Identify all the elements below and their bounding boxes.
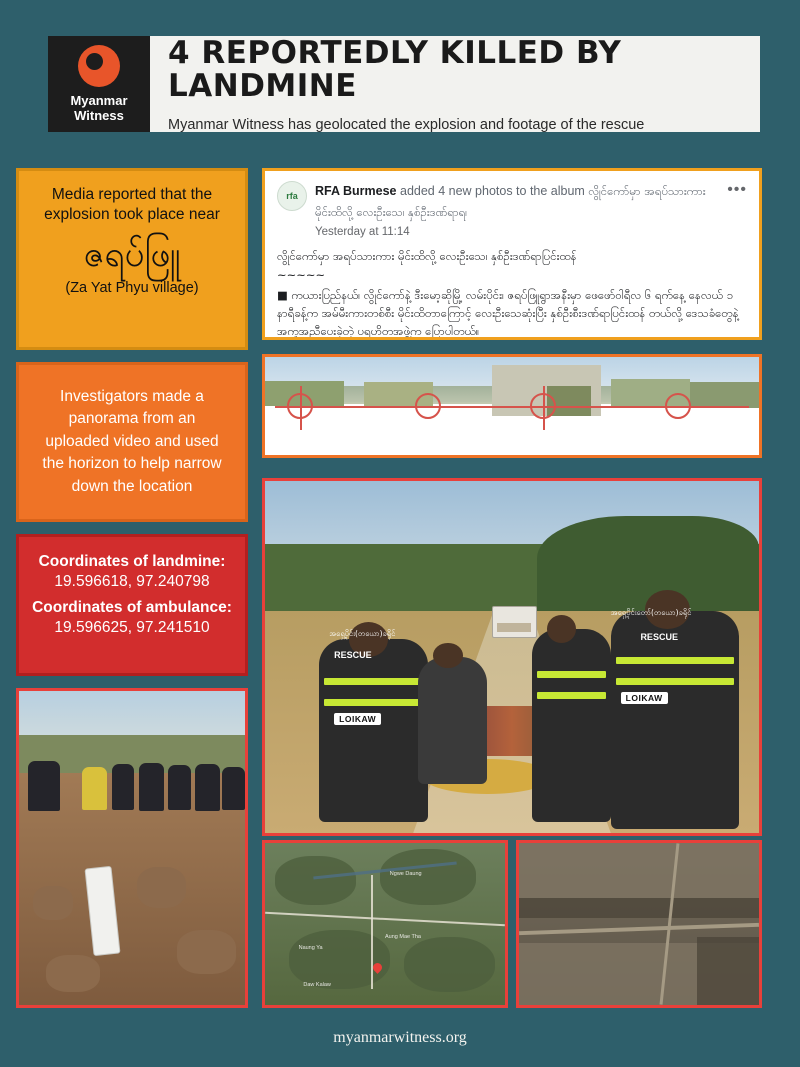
site-photo-person (28, 761, 60, 811)
site-photo-rock (177, 930, 236, 974)
rescue-photo-vest-stripe-1a (324, 678, 423, 685)
site-photo-person (168, 765, 191, 809)
map-road-secondary (371, 875, 373, 988)
rescue-photo-rescuer-1 (319, 639, 428, 822)
village-name-transliteration: (Za Yat Phyu village) (65, 280, 199, 297)
facebook-post-screenshot (262, 168, 762, 340)
ambulance-coordinates-label: Coordinates of ambulance: (32, 599, 232, 616)
rescue-photo-ambulance-van (492, 606, 536, 638)
card-media-report (16, 168, 248, 350)
site-photo-person (139, 763, 164, 811)
map-label: Daw Kalaw (303, 982, 331, 989)
site-photo-person (222, 767, 245, 810)
satellite-imagery-tile (516, 840, 762, 1008)
panorama-marker-1-icon (287, 393, 313, 419)
rescue-photo-rescuer-3 (532, 629, 611, 823)
landmine-site-photo (16, 688, 248, 1008)
site-photo-person (112, 764, 135, 810)
rescue-photo-vest-stripe-4b (616, 678, 735, 685)
site-photo-rock (46, 955, 100, 993)
site-photo-crowd (19, 748, 245, 817)
rescue-photo-vest-left-rescue-text: RESCUE (334, 649, 372, 660)
facebook-post-header (277, 181, 747, 240)
rescue-photo-rescuer-4 (611, 611, 739, 829)
facebook-post-action: added 4 new photos to the album (396, 184, 589, 198)
card-coordinates (16, 534, 248, 676)
rescue-photo-rescuer-3-head (547, 615, 577, 643)
panorama-vegetation-5 (690, 382, 759, 407)
rescue-photo-rescuer-2-head (433, 643, 463, 668)
panorama-marker-2-icon (415, 393, 441, 419)
landmine-coordinates-value: 19.596618, 97.240798 (54, 573, 210, 590)
header-text-block (150, 36, 760, 132)
rescue-photo-vest-stripe-4a (616, 657, 735, 664)
site-photo-person (195, 764, 220, 811)
map-label: Ngwe Daung (389, 870, 422, 877)
ambulance-coordinates-value: 19.596625, 97.241510 (54, 619, 210, 636)
header-banner (48, 36, 760, 132)
site-photo-rock (33, 886, 74, 921)
satellite-map-tile (262, 840, 508, 1008)
rescue-photo-vest-right-burmese: အရှေ့ပိုင်းတော်(တယော)ခရိုင် (610, 607, 692, 617)
rescue-photo (262, 478, 762, 836)
map-terrain-blob (404, 937, 495, 992)
facebook-page-avatar: rfa (277, 181, 307, 211)
village-name-burmese: ဇရပ်ဖြူ (83, 234, 181, 275)
satellite-field-patch (519, 843, 759, 898)
map-terrain-blob (289, 930, 390, 988)
page-subtitle: Myanmar Witness has geolocated the explosion and footage of the rescue (168, 117, 645, 134)
facebook-body-line-2: ~~~~~ (277, 268, 326, 283)
logo-line-2: Witness (74, 107, 124, 123)
facebook-body-line-1: လွိုင်ကော်မှာ အရပ်သားကား မိုင်းထိလို့ လေးဦးသေ၊ နှစ်ဦးဒဏ်ရာပြင်းထန် (277, 248, 577, 263)
map-label: Aung Mae Tha (385, 933, 421, 940)
site-photo-rock (137, 867, 187, 908)
footer-website[interactable]: myanmarwitness.org (333, 1029, 467, 1046)
rescue-photo-vest-stripe-3b (537, 692, 606, 699)
myanmar-witness-logo (48, 36, 150, 132)
map-label: Naung Ya (298, 945, 323, 952)
facebook-album-name[interactable]: လွိုင်ကော်မှာ အရပ်သားကား မိုင်းထိလို့ လေးဦးသေ၊ နှစ်ဦးဒဏ်ရာရ၊ (315, 184, 706, 219)
site-photo-person (82, 767, 107, 810)
rescue-photo-vest-left-burmese: အရှေ့ပိုင်း(တယော)ခရိုင် (329, 628, 396, 638)
panorama-marker-3-icon (530, 393, 556, 419)
panorama-method-text: Investigators made a panorama from an uploaded video and used the horizon to help narrow down the location (42, 387, 222, 495)
rescue-photo-vest-right-city-text: LOIKAW (621, 692, 668, 704)
logo-line-1: Myanmar (70, 92, 128, 108)
rescue-photo-vest-left-city-text: LOIKAW (334, 713, 381, 725)
rescue-photo-rescuer-2 (418, 657, 487, 784)
page-title: 4 REPORTEDLY KILLED BY LANDMINE (168, 34, 622, 104)
landmine-coordinates-label: Coordinates of landmine: (38, 553, 226, 570)
facebook-more-options-icon[interactable]: ••• (727, 181, 747, 198)
panorama-marker-4-icon (665, 393, 691, 419)
satellite-treeline (519, 898, 759, 917)
panorama-strip-image (262, 354, 762, 458)
satellite-dark-field (697, 937, 759, 1005)
rescue-photo-vest-right-rescue-text: RESCUE (640, 632, 678, 643)
media-report-line-1: Media reported that the (51, 186, 213, 203)
rescue-photo-vest-stripe-3a (537, 671, 606, 678)
logo-mark-icon (78, 45, 120, 87)
rescue-photo-vest-stripe-1b (324, 699, 423, 706)
facebook-body-line-3: ■ ကယားပြည်နယ်၊ လွိုင်ကော်နဲ့ ဒီးမော့ဆိုမြို့ လမ်းပိုင်း၊ ဇရပ်ဖြူရွာအနီးမှာ ဖေဖော်ဝါရီလ ၆ ရက်နေ့ နေလယ် ၁ နာရီခန့်က အမ်မီးကားတစ်စီး မိုင်းထိတာကြောင့် လေးဦးသေဆုံးပြီး နှစ်ဦးစီးဒဏ်ရာပြင်းထန် တယ်လို့ ဒေသခံတွေနဲ့ အကူအညီပေးခဲ့တဲ့ ပရဟိတအဖွဲ့က ပြောပါတယ်။ (277, 288, 739, 338)
facebook-post-body (277, 248, 747, 340)
map-terrain-blob (275, 856, 357, 905)
media-report-line-2: explosion took place near (44, 206, 220, 224)
map-terrain-blob (380, 849, 476, 904)
card-panorama-method (16, 362, 248, 522)
facebook-post-timestamp: Yesterday at 11:14 (315, 225, 410, 238)
facebook-post-meta (315, 181, 713, 240)
facebook-page-name[interactable]: RFA Burmese (315, 184, 397, 198)
